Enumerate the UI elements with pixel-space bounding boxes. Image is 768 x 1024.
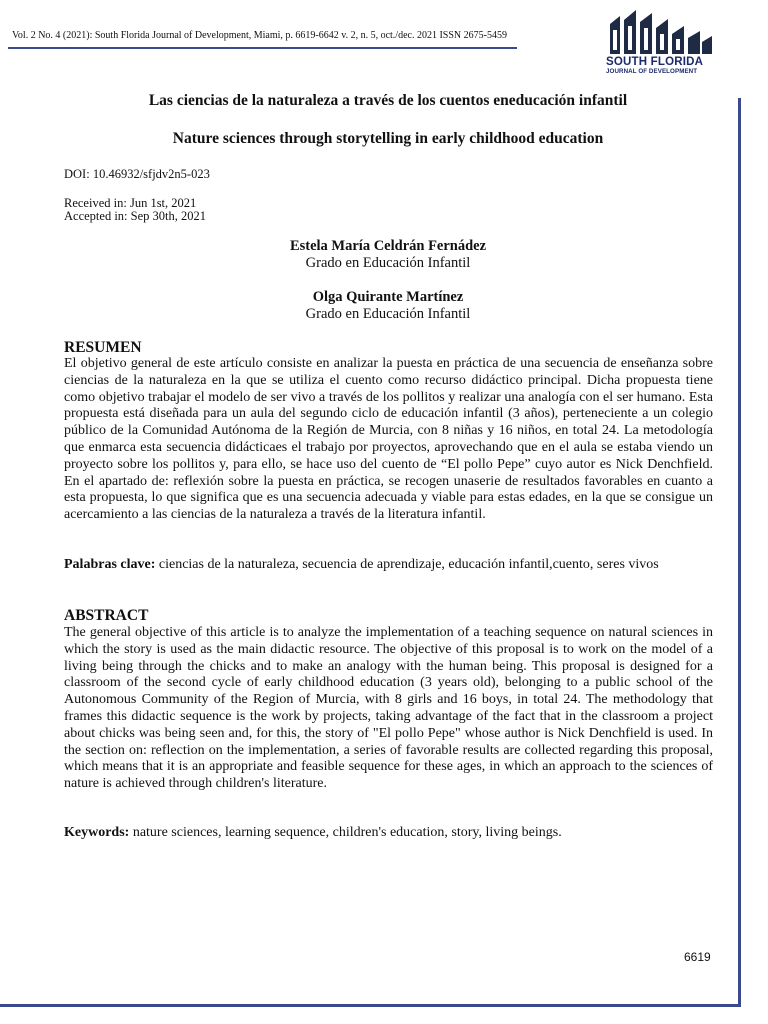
doi: DOI: 10.46932/sfjdv2n5-023: [64, 167, 210, 181]
palabras-clave-list: ciencias de la naturaleza, secuencia de aprendizaje, educación infantil,cuento, seres vivos: [155, 557, 659, 572]
keywords-label: Keywords:: [64, 825, 130, 840]
keywords: [64, 825, 713, 842]
palabras-clave-label: Palabras clave:: [64, 557, 156, 572]
title-english: Nature sciences through storytelling in early childhood education: [172, 130, 604, 147]
header-rule: [8, 47, 517, 49]
bottom-border-rule: [0, 1004, 741, 1007]
right-border-rule: [738, 98, 741, 1005]
author-affiliation: Grado en Educación Infantil: [305, 255, 471, 271]
title-spanish: Las ciencias de la naturaleza a través de los cuentos eneducación infantil: [148, 92, 628, 109]
keywords-list: nature sciences, learning sequence, children's education, story, living beings.: [129, 825, 562, 840]
palabras-clave: [64, 557, 713, 574]
received-date: Received in: Jun 1st, 2021: [64, 196, 197, 210]
resumen-text: El objetivo general de este artículo consiste en analizar la puesta en práctica de una secuencia de enseñanza sobre ciencias de la naturaleza en la que se utiliza el cuento como recurso didáctico principal. Dicha propuesta tiene como objetivo trabajar el modelo de ser vivo a través de los pollitos y realizar una analogía con el ser humano. Esta propuesta está diseñada para un aula del segundo ciclo de educación infantil (3 años), perteneciente a un colegio público de la Comunidad Autónoma de la Región de Murcia, con 8 niñas y 16 niños, en total 24. La metodología que enmarca esta secuencia didácticaes el trabajo por proyectos, aprovechando que en el aula se estaba viendo un proyecto sobre los pollitos y, para ello, se hace uso del cuento de “El pollo Pepe” cuyo autor es Nick Denchfield. En el apartado de: reflexión sobre la puesta en práctica, se recogen unaserie de resultados favorables en cuanto a esta propuesta, lo que significa que es una secuencia adecuada y viable para estas edades, en la que se consigue un acercamiento a las ciencias de la naturaleza a través de la literatura infantil.: [64, 356, 713, 523]
journal-logo-name: SOUTH FLORIDA: [606, 56, 704, 68]
accepted-date: Accepted in: Sep 30th, 2021: [64, 209, 206, 223]
author-block: [0, 238, 768, 272]
journal-citation-header: Vol. 2 No. 4 (2021): South Florida Journal of Development, Miami, p. 6619-6642 v. 2, n. 5, oct./dec. 2021 ISSN 2675-5459: [12, 30, 507, 41]
page-number: 6619: [684, 950, 711, 964]
author-name: Estela María Celdrán Fernádez: [289, 238, 487, 254]
journal-logo-subtitle: JOURNAL OF DEVELOPMENT: [606, 68, 698, 75]
resumen-heading: RESUMEN: [64, 339, 142, 356]
author-block: [0, 289, 768, 323]
author-affiliation: Grado en Educación Infantil: [305, 306, 471, 322]
abstract-heading: ABSTRACT: [64, 607, 149, 624]
abstract-text: The general objective of this article is to analyze the implementation of a teaching sequence on natural sciences in which the story is used as the main didactic resource. The objective of this proposal is to work on the model of a living being through the chicks and to make an analogy with the human being. This proposal is designed for a classroom of the second cycle of early childhood education (3 years old), belonging to a public school of the Autonomous Community of the Region of Murcia, with 8 girls and 16 boys, in total 24. The methodology that frames this didactic sequence is the work by projects, taking advantage of the fact that in the classroom a project about chicks was being seen and, for this, the story of "El pollo Pepe" whose author is Nick Denchfield is used. In the section on: reflection on the implementation, a series of favorable results are collected regarding this proposal, which means that it is an appropriate and feasible sequence for these ages, in which an approach to the sciences of nature is achieved through children's literature.: [64, 625, 713, 792]
author-name: Olga Quirante Martínez: [312, 289, 464, 305]
